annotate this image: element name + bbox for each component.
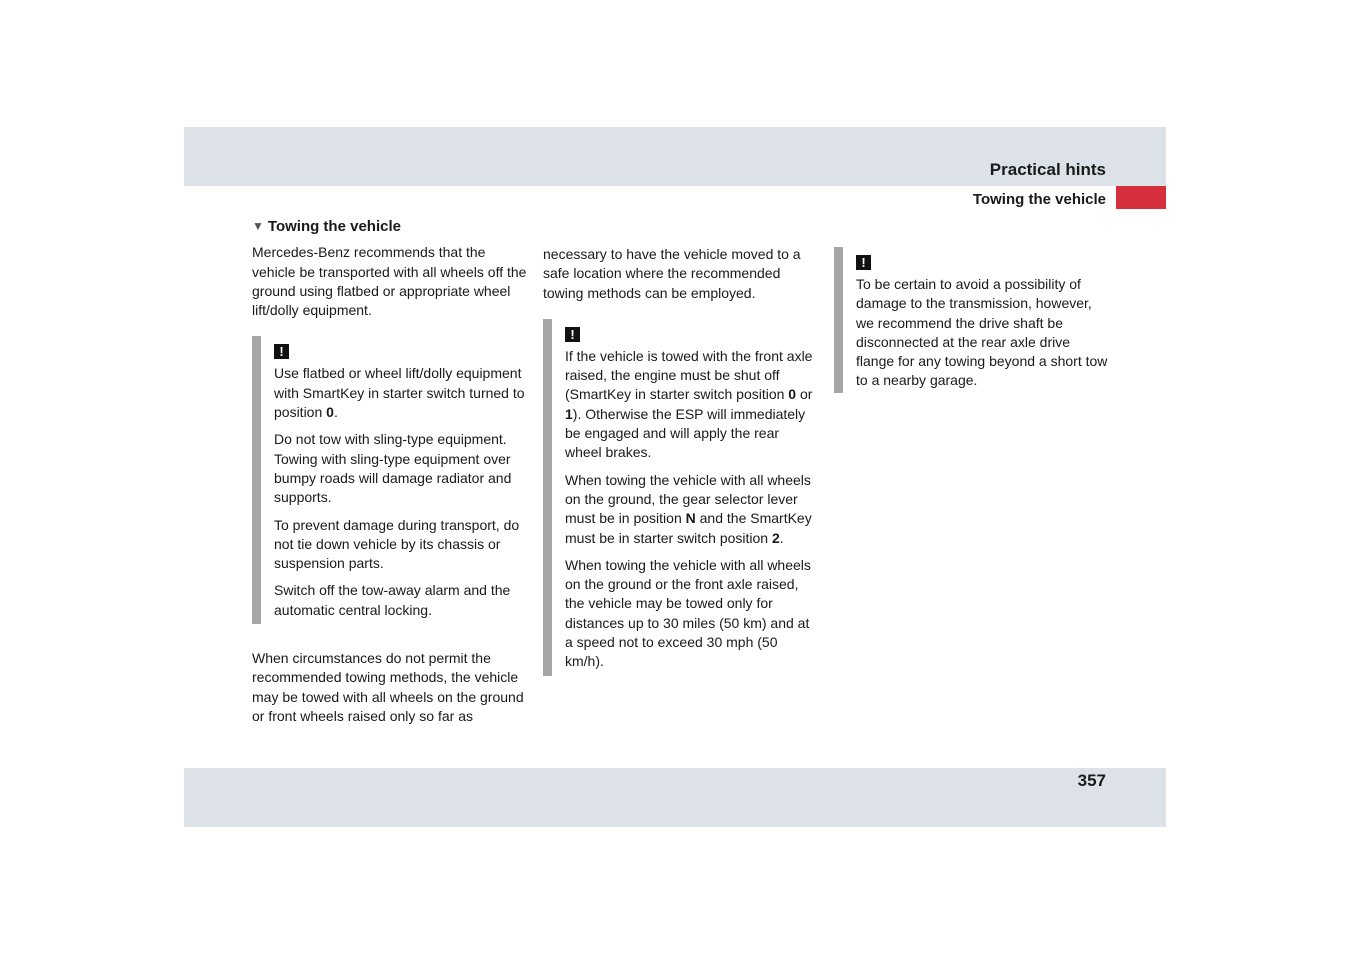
subsection-title: Towing the vehicle (972, 191, 1106, 208)
heading-text: Towing the vehicle (267, 218, 401, 235)
column-2 (543, 245, 819, 676)
note2-paragraph-2: When towing the vehicle with all wheels on the ground, the gear selector lever must be in position N and the SmartKey must be in starter switch position 2. (565, 471, 812, 546)
warning-icon: ! (565, 327, 580, 342)
warning-icon: ! (274, 344, 289, 359)
chapter-tab (1116, 186, 1166, 209)
note1-paragraph-3: To prevent damage during transport, do not tie down vehicle by its chassis or suspension parts. (274, 516, 520, 572)
column-3 (834, 247, 1110, 393)
note1-paragraph-1: Use flatbed or wheel lift/dolly equipment with SmartKey in starter switch turned to position 0. (274, 365, 525, 421)
note3-paragraph-1: To be certain to avoid a possibility of damage to the transmission, however, we recommend the drive shaft be disconnected at the rear axle drive flange for any towing beyond a short tow to a nearby garage. (856, 276, 1108, 389)
warning-note-2 (543, 319, 819, 676)
column-1 (252, 217, 528, 726)
warning-icon: ! (856, 255, 871, 270)
note1-paragraph-2: Do not tow with sling-type equipment. Towing with sling-type equipment over bumpy roads will damage radiator and supports. (274, 431, 512, 506)
section-title: Practical hints (989, 160, 1106, 179)
note1-paragraph-4: Switch off the tow-away alarm and the automatic central locking. (274, 582, 511, 618)
warning-note-3 (834, 247, 1110, 393)
intro-paragraph: Mercedes-Benz recommends that the vehicle be transported with all wheels off the ground using flatbed or appropriate wheel lift/dolly equipment. (252, 244, 527, 319)
continued-paragraph: necessary to have the vehicle moved to a safe location where the recommended towing methods can be employed. (543, 246, 801, 301)
page-number: 357 (1077, 771, 1106, 790)
triangle-down-icon: ▼ (252, 219, 264, 233)
heading (252, 217, 528, 236)
footer-band (184, 768, 1166, 827)
note2-paragraph-1: If the vehicle is towed with the front axle raised, the engine must be shut off (SmartKey in starter switch position 0 or 1). Otherwise the ESP will immediately be engaged and will apply the rear wheel brakes. (565, 347, 813, 461)
note2-paragraph-3: When towing the vehicle with all wheels on the ground or the front axle raised, the vehicle may be towed only for distances up to 30 miles (50 km) and at a speed not to exceed 30 mph (50 km/h). (565, 556, 811, 670)
warning-note-1 (252, 336, 528, 624)
circumstances-paragraph: When circumstances do not permit the recommended towing methods, the vehicle may be towed with all wheels on the ground or front wheels raised only so far as (252, 650, 524, 724)
